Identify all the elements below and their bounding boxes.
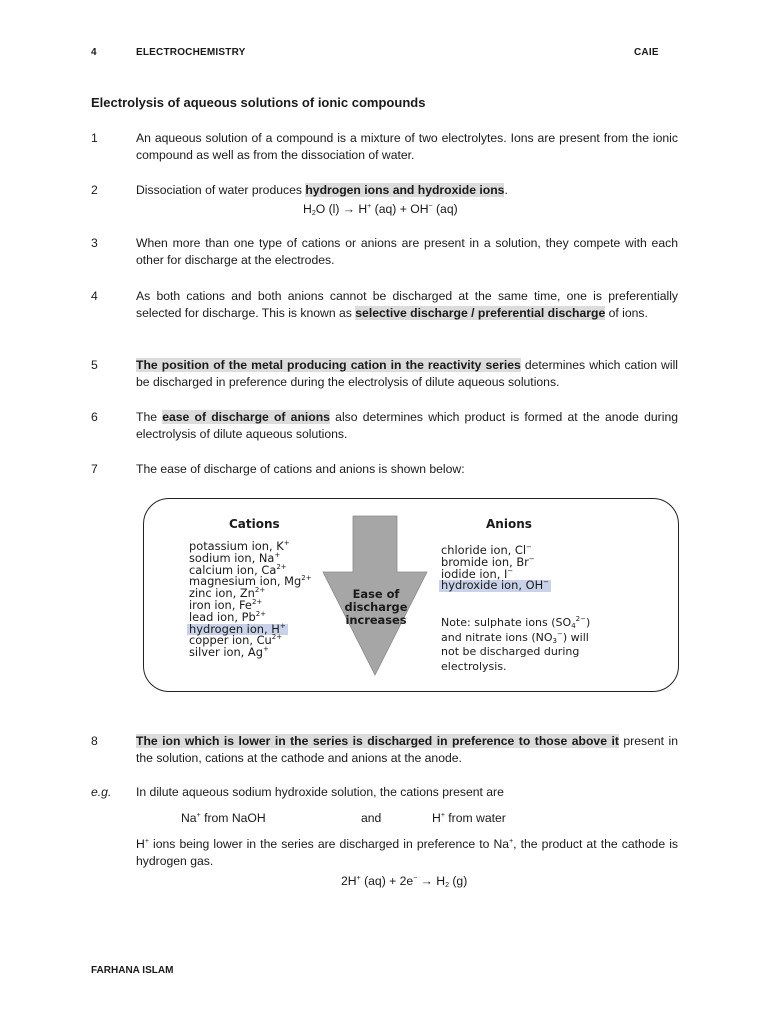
point-number: 5 bbox=[91, 358, 98, 372]
cation-item: iron ion, $Fe^{2+}$ bbox=[189, 597, 263, 612]
point-text: An aqueous solution of a compound is a mixture of two electrolytes. Ions are present from the ionic compound as well as from the dissociation of water. bbox=[136, 131, 678, 162]
point-number: 7 bbox=[91, 462, 98, 476]
author-footer: FARHANA ISLAM bbox=[91, 965, 174, 976]
anion-list bbox=[441, 545, 551, 592]
point-2 bbox=[91, 182, 678, 199]
point-text: The ease of discharge of anions also determines which product is formed at the anode during electrolysis of dilute aqueous solutions. bbox=[136, 410, 678, 441]
anions-heading: Anions bbox=[486, 517, 532, 531]
cation-item: magnesium ion, $Mg^{2+}$ bbox=[189, 574, 312, 589]
cation-item: copper ion, $Cu^{2+}$ bbox=[189, 633, 283, 648]
point-number: 3 bbox=[91, 236, 98, 250]
point-number: 4 bbox=[91, 289, 98, 303]
chapter-title: ELECTROCHEMISTRY bbox=[136, 47, 246, 58]
anion-item: hydroxide ion, OH− bbox=[441, 578, 550, 593]
point-6 bbox=[91, 409, 678, 443]
point-8 bbox=[91, 733, 678, 767]
point-3 bbox=[91, 235, 678, 269]
figure-note: Note: sulphate ions $(SO_4^{2-})$ and nitrate ions $(NO_3^-)$ will not be discharged during electrolysis. bbox=[441, 615, 591, 673]
and-word: and bbox=[361, 811, 382, 825]
cation-item: lead ion, $Pb^{2+}$ bbox=[189, 609, 267, 624]
anion-item: chloride ion, Cl− bbox=[441, 543, 532, 557]
key-term: selective discharge / preferential discharge bbox=[355, 306, 606, 320]
discharge-series-figure bbox=[143, 498, 679, 692]
point-text: The ion which is lower in the series is discharged in preference to those above it present in the solution, cations at the cathode and anions at the anode. bbox=[136, 734, 678, 765]
cation-item: sodium ion, Na+ bbox=[189, 550, 281, 565]
point-number: 1 bbox=[91, 131, 98, 145]
point-7 bbox=[91, 461, 678, 478]
cation-item: calcium ion, $Ca^{2+}$ bbox=[189, 562, 287, 577]
anion-item: bromide ion, Br− bbox=[441, 554, 535, 569]
arrow-label: Ease of discharge increases bbox=[344, 587, 408, 627]
point-number: 8 bbox=[91, 734, 98, 748]
point-text: The position of the metal producing cation in the reactivity series determines which cation will be discharged in preference during the electrolysis of dilute aqueous solutions. bbox=[136, 358, 678, 389]
anion-item: iodide ion, I− bbox=[441, 566, 514, 581]
cation-item: silver ion, Ag+ bbox=[189, 645, 269, 660]
example-explanation: H+ ions being lower in the series are discharged in preference to Na+, the product at the cathode is hydrogen gas. bbox=[136, 837, 679, 868]
key-term: The ion which is lower in the series is discharged in preference to those above it bbox=[136, 734, 619, 748]
page-number: 4 bbox=[91, 47, 97, 58]
cation-item: hydrogen ion, H+ bbox=[189, 621, 286, 636]
point-text: Dissociation of water produces hydrogen ions and hydroxide ions. bbox=[136, 183, 508, 197]
key-term: ease of discharge of anions bbox=[162, 410, 330, 424]
point-text: The ease of discharge of cations and anions is shown below: bbox=[136, 462, 465, 476]
section-title: Electrolysis of aqueous solutions of ionic compounds bbox=[91, 95, 426, 110]
example-label: e.g. bbox=[91, 785, 112, 799]
cation-item: potassium ion, K+ bbox=[189, 539, 290, 553]
point-number: 6 bbox=[91, 410, 98, 424]
point-1 bbox=[91, 130, 678, 164]
cations-heading: Cations bbox=[229, 517, 280, 531]
example bbox=[91, 784, 678, 801]
example-text: In dilute aqueous sodium hydroxide solution, the cations present are bbox=[136, 785, 504, 799]
key-term: hydrogen ions and hydroxide ions bbox=[305, 183, 505, 197]
key-term: The position of the metal producing cation in the reactivity series bbox=[136, 358, 521, 372]
point-5 bbox=[91, 357, 678, 391]
point-text: As both cations and both anions cannot be discharged at the same time, one is preferentially selected for discharge. This is known as selective discharge / preferential discharge of ions. bbox=[136, 289, 678, 320]
h-source: H+ from water bbox=[432, 811, 506, 825]
water-dissociation-equation: $H_2O$ (l) → H+ (aq) + OH− (aq) bbox=[303, 202, 458, 217]
point-text: When more than one type of cations or anions are present in a solution, they compete with each other for discharge at the electrodes. bbox=[136, 236, 678, 267]
point-number: 2 bbox=[91, 183, 98, 197]
point-4 bbox=[91, 288, 678, 322]
exam-board: CAIE bbox=[634, 47, 659, 58]
na-source: Na+ from NaOH bbox=[181, 811, 266, 825]
cation-list bbox=[189, 541, 312, 659]
cathode-equation: 2H+ $(aq) + 2e^- \to H_2$ (g) bbox=[341, 874, 468, 889]
cation-item: zinc ion, $Zn^{2+}$ bbox=[189, 586, 266, 601]
